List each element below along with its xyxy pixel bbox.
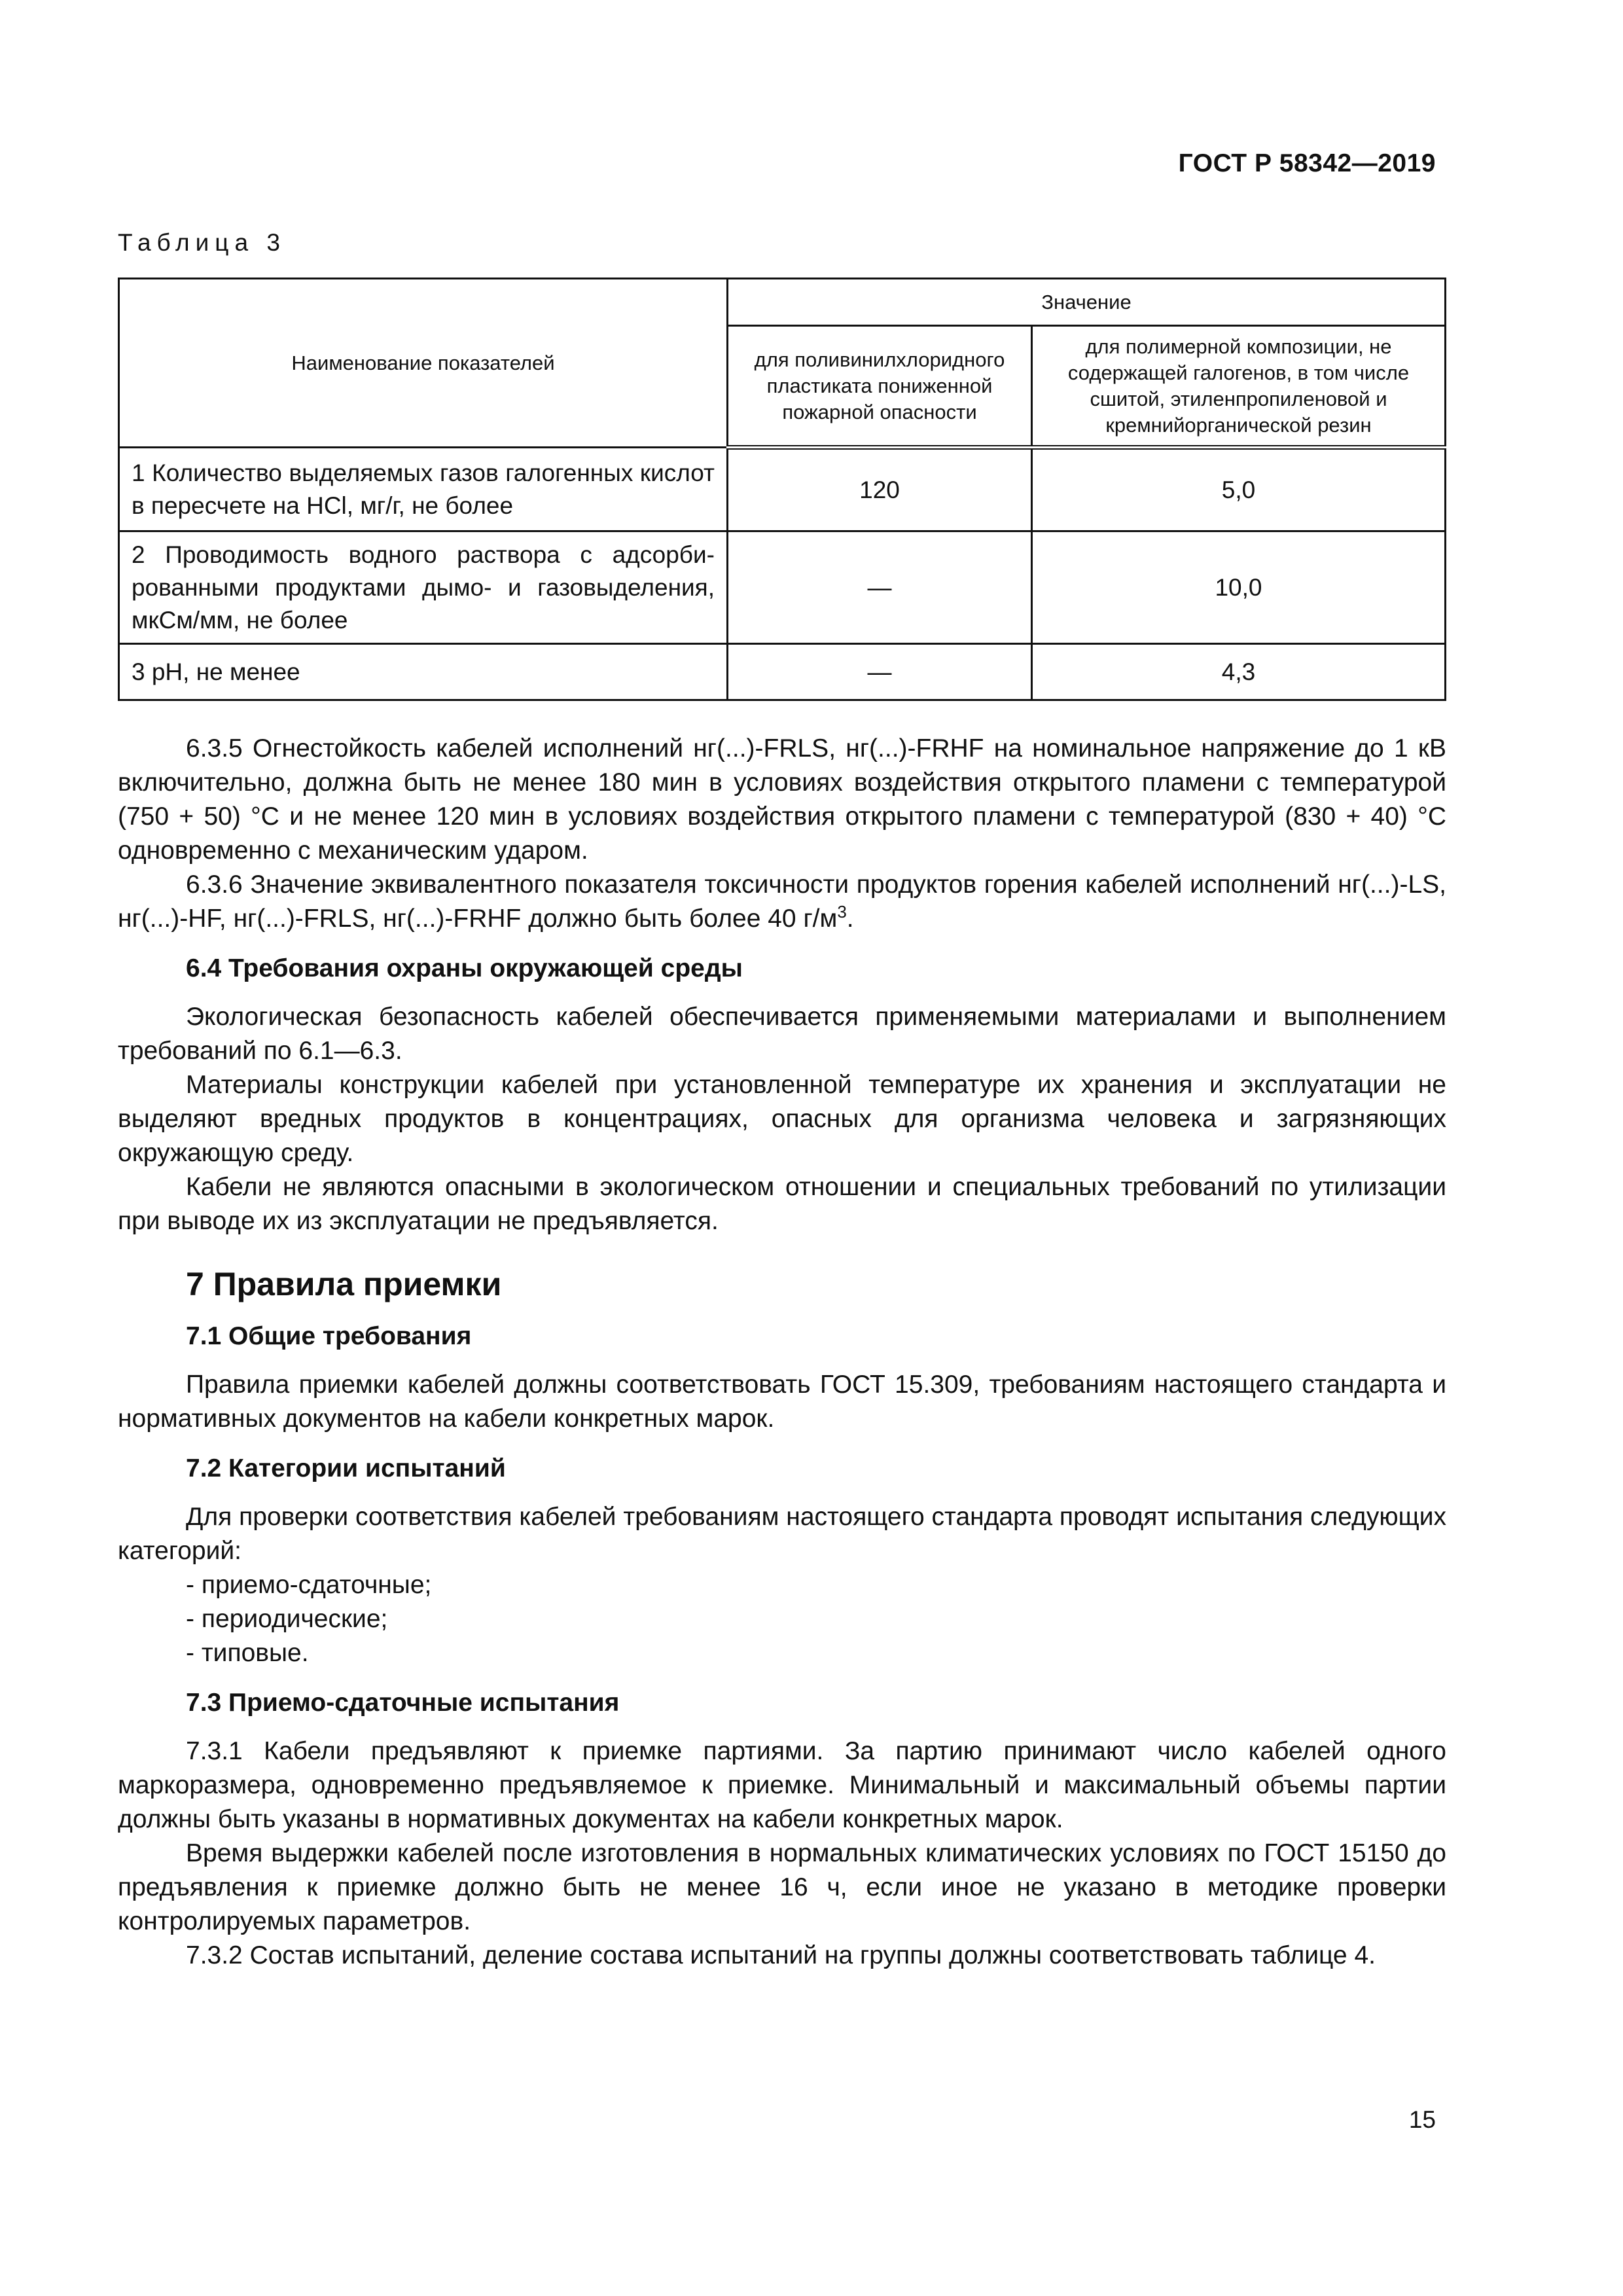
table-row — [119, 448, 1446, 531]
paragraph-7-3-1b: Время выдержки кабелей после изготовления в нормальных климатических условиях по ГОСТ 15150 до предъявления к приемке должно быть не менее 16 ч, если иное не указано в методике проверки контролируемых параметров. — [118, 1839, 1446, 1935]
table-caption: Таблица 3 — [118, 229, 286, 256]
paragraph-6-3-6-end: . — [846, 905, 854, 933]
row-polymer-value: 4,3 — [1032, 644, 1446, 700]
list-item: - типовые. — [186, 1639, 309, 1667]
paragraph-6-3-5: 6.3.5 Огнестойкость кабелей исполнений нг(...)-FRLS, нг(...)-FRHF на номинальное напряжение до 1 кВ включительно, должна быть не менее 180 мин в условиях воздействия открытого пламени с температурой (750 + 50) °С и не менее 120 мин в условиях воздействия открытого пламени с температурой (830 + 40) °С одновременно с механическим ударом. — [118, 734, 1446, 865]
paragraph-6-3-6 — [118, 868, 1446, 936]
body-text — [118, 732, 1446, 1973]
list-item: - периодические; — [186, 1605, 388, 1633]
table-3 — [118, 278, 1446, 701]
heading-6-4: 6.4 Требования охраны окружающей среды — [186, 954, 743, 982]
superscript-3: 3 — [837, 902, 847, 922]
row-name: 2 Проводимость водного раствора с адсорбированными продуктами дымо- и газовыделения, мкСм/мм, не более — [119, 531, 728, 644]
row-polymer-value: 10,0 — [1032, 531, 1446, 644]
heading-7: 7 Правила приемки — [186, 1266, 502, 1302]
row-polymer-value: 5,0 — [1032, 448, 1446, 531]
header-polymer: для полимерной композиции, не содержащей галогенов, в том числе сшитой, этиленпропиленовой и кремнийорганической резин — [1032, 326, 1446, 448]
heading-7-3: 7.3 Приемо-сдаточные испытания — [186, 1689, 620, 1717]
paragraph-6-4-2: Материалы конструкции кабелей при установленной температуре их хранения и эксплуатации не выделяют вредных продуктов в концентрациях, опасных для организма человека и загрязняющих окружающую среду. — [118, 1071, 1446, 1167]
document-number: ГОСТ Р 58342—2019 — [1178, 149, 1436, 177]
row-pvc-value: — — [728, 644, 1032, 700]
paragraph-7-3-1: 7.3.1 Кабели предъявляют к приемке партиями. За партию принимают число кабелей одного маркоразмера, одновременно предъявляемое к приемке. Минимальный и максимальный объемы партии должны быть указаны в нормативных документах на кабели конкретных марок. — [118, 1737, 1446, 1833]
paragraph-7-3-2: 7.3.2 Состав испытаний, деление состава испытаний на группы должны соответствовать таблице 4. — [186, 1941, 1376, 1969]
heading-7-1: 7.1 Общие требования — [186, 1322, 472, 1350]
row-name: 1 Количество выделяемых газов галогенных кислот в пересчете на HCl, мг/г, не более — [119, 448, 728, 531]
table-row — [119, 531, 1446, 644]
paragraph-6-4-1: Экологическая безопасность кабелей обеспечивается применяемыми материалами и выполнением требований по 6.1—6.3. — [118, 1003, 1446, 1065]
table-row — [119, 644, 1446, 700]
header-name: Наименование показателей — [119, 279, 728, 448]
row-name: 3 pH, не менее — [119, 644, 728, 700]
page-number: 15 — [1408, 2106, 1436, 2133]
header-pvc: для поливинилхлоридного пластиката пониженной пожарной опасности — [728, 326, 1032, 448]
paragraph-7-1: Правила приемки кабелей должны соответствовать ГОСТ 15.309, требованиям настоящего стандарта и нормативных документов на кабели конкретных марок. — [118, 1371, 1446, 1433]
paragraph-7-2: Для проверки соответствия кабелей требованиям настоящего стандарта проводят испытания следующих категорий: — [118, 1503, 1446, 1565]
header-value-group: Значение — [728, 279, 1446, 326]
heading-7-2: 7.2 Категории испытаний — [186, 1454, 506, 1482]
row-pvc-value: — — [728, 531, 1032, 644]
row-pvc-value: 120 — [728, 448, 1032, 531]
paragraph-6-3-6-text: 6.3.6 Значение эквивалентного показателя токсичности продуктов горения кабелей исполнений нг(...)-LS, нг(...)-HF, нг(...)-FRLS, нг(...)-FRHF должно быть более 40 г/м — [118, 870, 1446, 933]
list-item: - приемо-сдаточные; — [186, 1571, 432, 1599]
paragraph-6-4-3: Кабели не являются опасными в экологическом отношении и специальных требований по утилизации при выводе их из эксплуатации не предъявляется. — [118, 1173, 1446, 1235]
